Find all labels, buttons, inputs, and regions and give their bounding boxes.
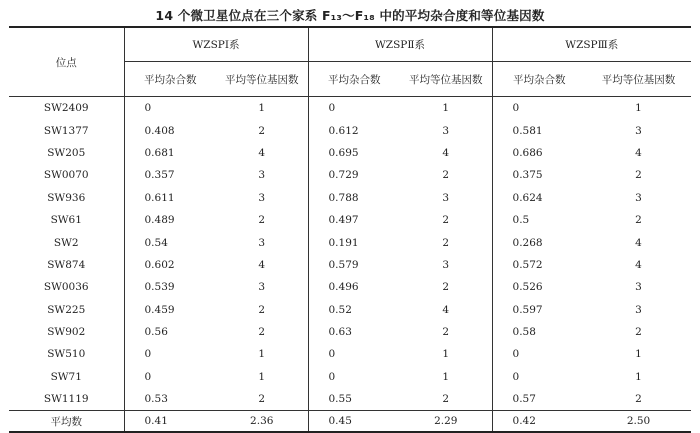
heterozygosity-cell: 0.268 [512,236,543,249]
het-header: 平均杂合数 [124,62,216,97]
heterozygosity-cell: 0.408 [144,124,175,137]
heterozygosity-cell: 0 [328,102,336,115]
allele-count-cell: 4 [216,254,308,276]
allele-count-cell: 2 [635,393,642,406]
table-row [9,388,691,411]
allele-count-cell: 3 [635,191,642,204]
allele-count-cell: 3 [400,254,492,276]
site-cell: SW1377 [9,119,124,141]
allele-count-cell: 2 [400,321,492,343]
allele-count-cell: 3 [400,187,492,209]
heterozygosity-cell: 0.597 [512,303,543,316]
allele-count-cell: 2 [400,209,492,231]
allele-count-cell: 4 [216,142,308,164]
heterozygosity-cell: 0.56 [144,326,168,339]
heterozygosity-cell: 0.695 [328,146,359,159]
heterozygosity-cell: 0.55 [328,393,352,406]
family-2-header: WZSPⅡ系 [308,27,492,62]
table-body [9,97,691,433]
heterozygosity-cell: 0.579 [328,258,359,271]
heterozygosity-cell: 0.729 [328,169,359,182]
heterozygosity-cell: 0 [328,370,336,383]
allele-count-cell: 4 [400,142,492,164]
site-cell: SW225 [9,299,124,321]
allele-count-cell: 4 [635,236,642,249]
heterozygosity-cell: 0.581 [512,124,543,137]
site-header: 位点 [9,27,124,97]
het-header: 平均杂合数 [492,62,586,97]
allele-header: 平均等位基因数 [216,62,308,97]
heterozygosity-cell: 0 [512,348,520,361]
allele-count-cell: 2 [635,169,642,182]
heterozygosity-cell: 0.41 [124,411,216,433]
table-row [9,343,691,365]
average-row [9,411,691,433]
heterozygosity-cell: 0.57 [512,393,536,406]
table-title: 14 个微卫星位点在三个家系 F₁₃～F₁₈ 中的平均杂合度和等位基因数 [155,8,545,23]
allele-count-cell: 2 [635,326,642,339]
table-row [9,187,691,209]
allele-count-cell: 2 [216,209,308,231]
allele-count-cell: 4 [635,258,642,271]
allele-count-cell: 2 [216,299,308,321]
allele-count-cell: 2 [216,321,308,343]
allele-count-cell: 3 [400,119,492,141]
allele-count-cell: 3 [216,164,308,186]
het-header: 平均杂合数 [308,62,400,97]
allele-count-cell: 2.50 [586,411,691,433]
heterozygosity-cell: 0.602 [144,258,175,271]
table-row [9,366,691,388]
heterozygosity-cell: 0.53 [144,393,168,406]
allele-count-cell: 3 [635,124,642,137]
allele-count-cell: 1 [400,343,492,365]
table-row [9,276,691,298]
heterozygosity-cell: 0.539 [144,281,175,294]
site-cell: 平均数 [9,411,124,433]
site-cell: SW2 [9,231,124,253]
site-cell: SW0036 [9,276,124,298]
allele-count-cell: 3 [216,231,308,253]
site-cell: SW510 [9,343,124,365]
allele-count-cell: 1 [216,366,308,388]
table-row [9,119,691,141]
allele-header: 平均等位基因数 [586,62,691,97]
site-cell: SW936 [9,187,124,209]
data-table [9,26,691,433]
site-cell: SW205 [9,142,124,164]
table-row [9,254,691,276]
heterozygosity-cell: 0.572 [512,258,543,271]
allele-header: 平均等位基因数 [400,62,492,97]
heterozygosity-cell: 0.375 [512,169,543,182]
heterozygosity-cell: 0 [144,348,152,361]
allele-count-cell: 2.36 [216,411,308,433]
heterozygosity-cell: 0.611 [144,191,175,204]
heterozygosity-cell: 0.526 [512,281,543,294]
site-cell: SW2409 [9,97,124,120]
allele-count-cell: 3 [635,281,642,294]
allele-count-cell: 1 [635,370,642,383]
heterozygosity-cell: 0.42 [492,411,586,433]
heterozygosity-cell: 0.357 [144,169,175,182]
table-row [9,142,691,164]
allele-count-cell: 2 [400,164,492,186]
site-cell: SW0070 [9,164,124,186]
allele-count-cell: 2 [400,231,492,253]
allele-count-cell: 3 [635,303,642,316]
allele-count-cell: 2.29 [400,411,492,433]
allele-count-cell: 1 [635,102,642,115]
allele-count-cell: 2 [635,214,642,227]
allele-count-cell: 1 [400,366,492,388]
allele-count-cell: 1 [635,348,642,361]
table-row [9,321,691,343]
heterozygosity-cell: 0.624 [512,191,543,204]
table-row [9,97,691,120]
heterozygosity-cell: 0.52 [328,303,352,316]
allele-count-cell: 2 [216,388,308,411]
heterozygosity-cell: 0.788 [328,191,359,204]
site-cell: SW1119 [9,388,124,411]
heterozygosity-cell: 0.54 [144,236,168,249]
site-cell: SW61 [9,209,124,231]
heterozygosity-cell: 0 [328,348,336,361]
allele-count-cell: 3 [216,187,308,209]
heterozygosity-cell: 0.686 [512,146,543,159]
allele-count-cell: 3 [216,276,308,298]
heterozygosity-cell: 0 [144,102,152,115]
heterozygosity-cell: 0 [144,370,152,383]
family-1-header: WZSPⅠ系 [124,27,308,62]
heterozygosity-cell: 0 [512,102,520,115]
allele-count-cell: 2 [400,276,492,298]
allele-count-cell: 1 [216,97,308,120]
heterozygosity-cell: 0 [512,370,520,383]
table-row [9,209,691,231]
site-cell: SW902 [9,321,124,343]
heterozygosity-cell: 0.58 [512,326,536,339]
heterozygosity-cell: 0.191 [328,236,359,249]
heterozygosity-cell: 0.612 [328,124,359,137]
allele-count-cell: 4 [635,146,642,159]
table-row [9,299,691,321]
site-cell: SW874 [9,254,124,276]
heterozygosity-cell: 0.5 [512,214,530,227]
family-3-header: WZSPⅢ系 [492,27,691,62]
heterozygosity-cell: 0.45 [308,411,400,433]
table-row [9,231,691,253]
heterozygosity-cell: 0.459 [144,303,175,316]
table-row [9,164,691,186]
heterozygosity-cell: 0.489 [144,214,175,227]
allele-count-cell: 4 [400,299,492,321]
site-cell: SW71 [9,366,124,388]
heterozygosity-cell: 0.496 [328,281,359,294]
allele-count-cell: 2 [400,388,492,411]
heterozygosity-cell: 0.497 [328,214,359,227]
heterozygosity-cell: 0.681 [144,146,175,159]
allele-count-cell: 1 [216,343,308,365]
allele-count-cell: 2 [216,119,308,141]
heterozygosity-cell: 0.63 [328,326,352,339]
allele-count-cell: 1 [400,97,492,120]
